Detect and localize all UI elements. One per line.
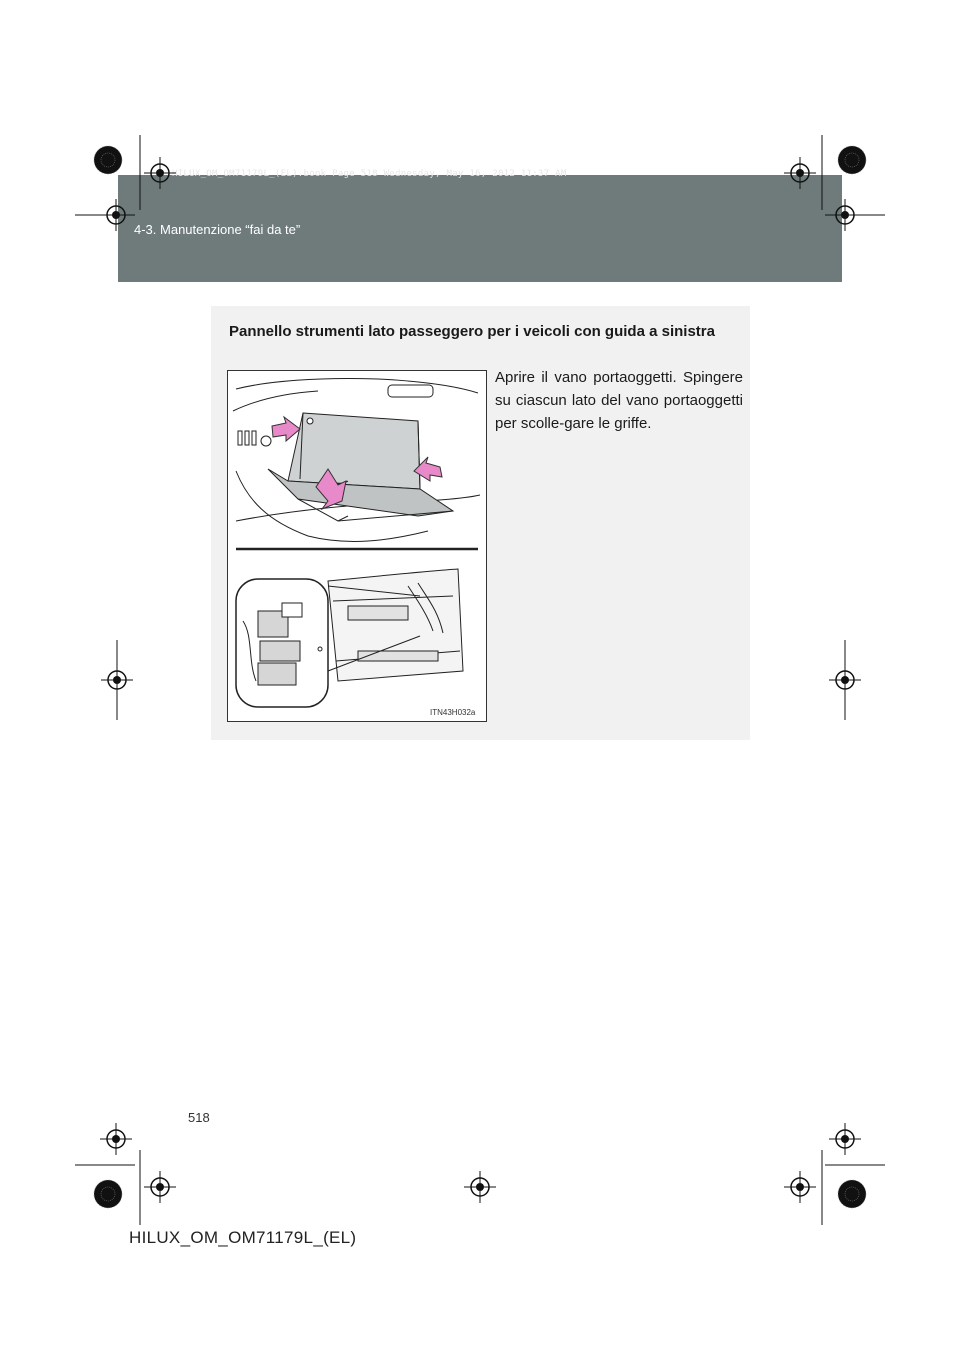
instruction-text: Aprire il vano portaoggetti. Spingere su ciascun lato del vano portaoggetti per scolle-gare le griffe. [495, 369, 743, 432]
page-number: 518 [188, 1110, 210, 1125]
section-title: 4-3. Manutenzione “fai da te” [134, 222, 301, 237]
manual-code: HILUX_OM_OM71179L_(EL) [129, 1228, 357, 1247]
figure-code: ITN43H032a [430, 708, 476, 717]
panel-heading: Pannello strumenti lato passeggero per i veicoli con guida a sinistra [229, 323, 715, 340]
book-file-line: HILUX_OM_OM71179L_(EL).book Page 518 Wednesday, May 16, 2012 11:37 AM [172, 169, 567, 179]
